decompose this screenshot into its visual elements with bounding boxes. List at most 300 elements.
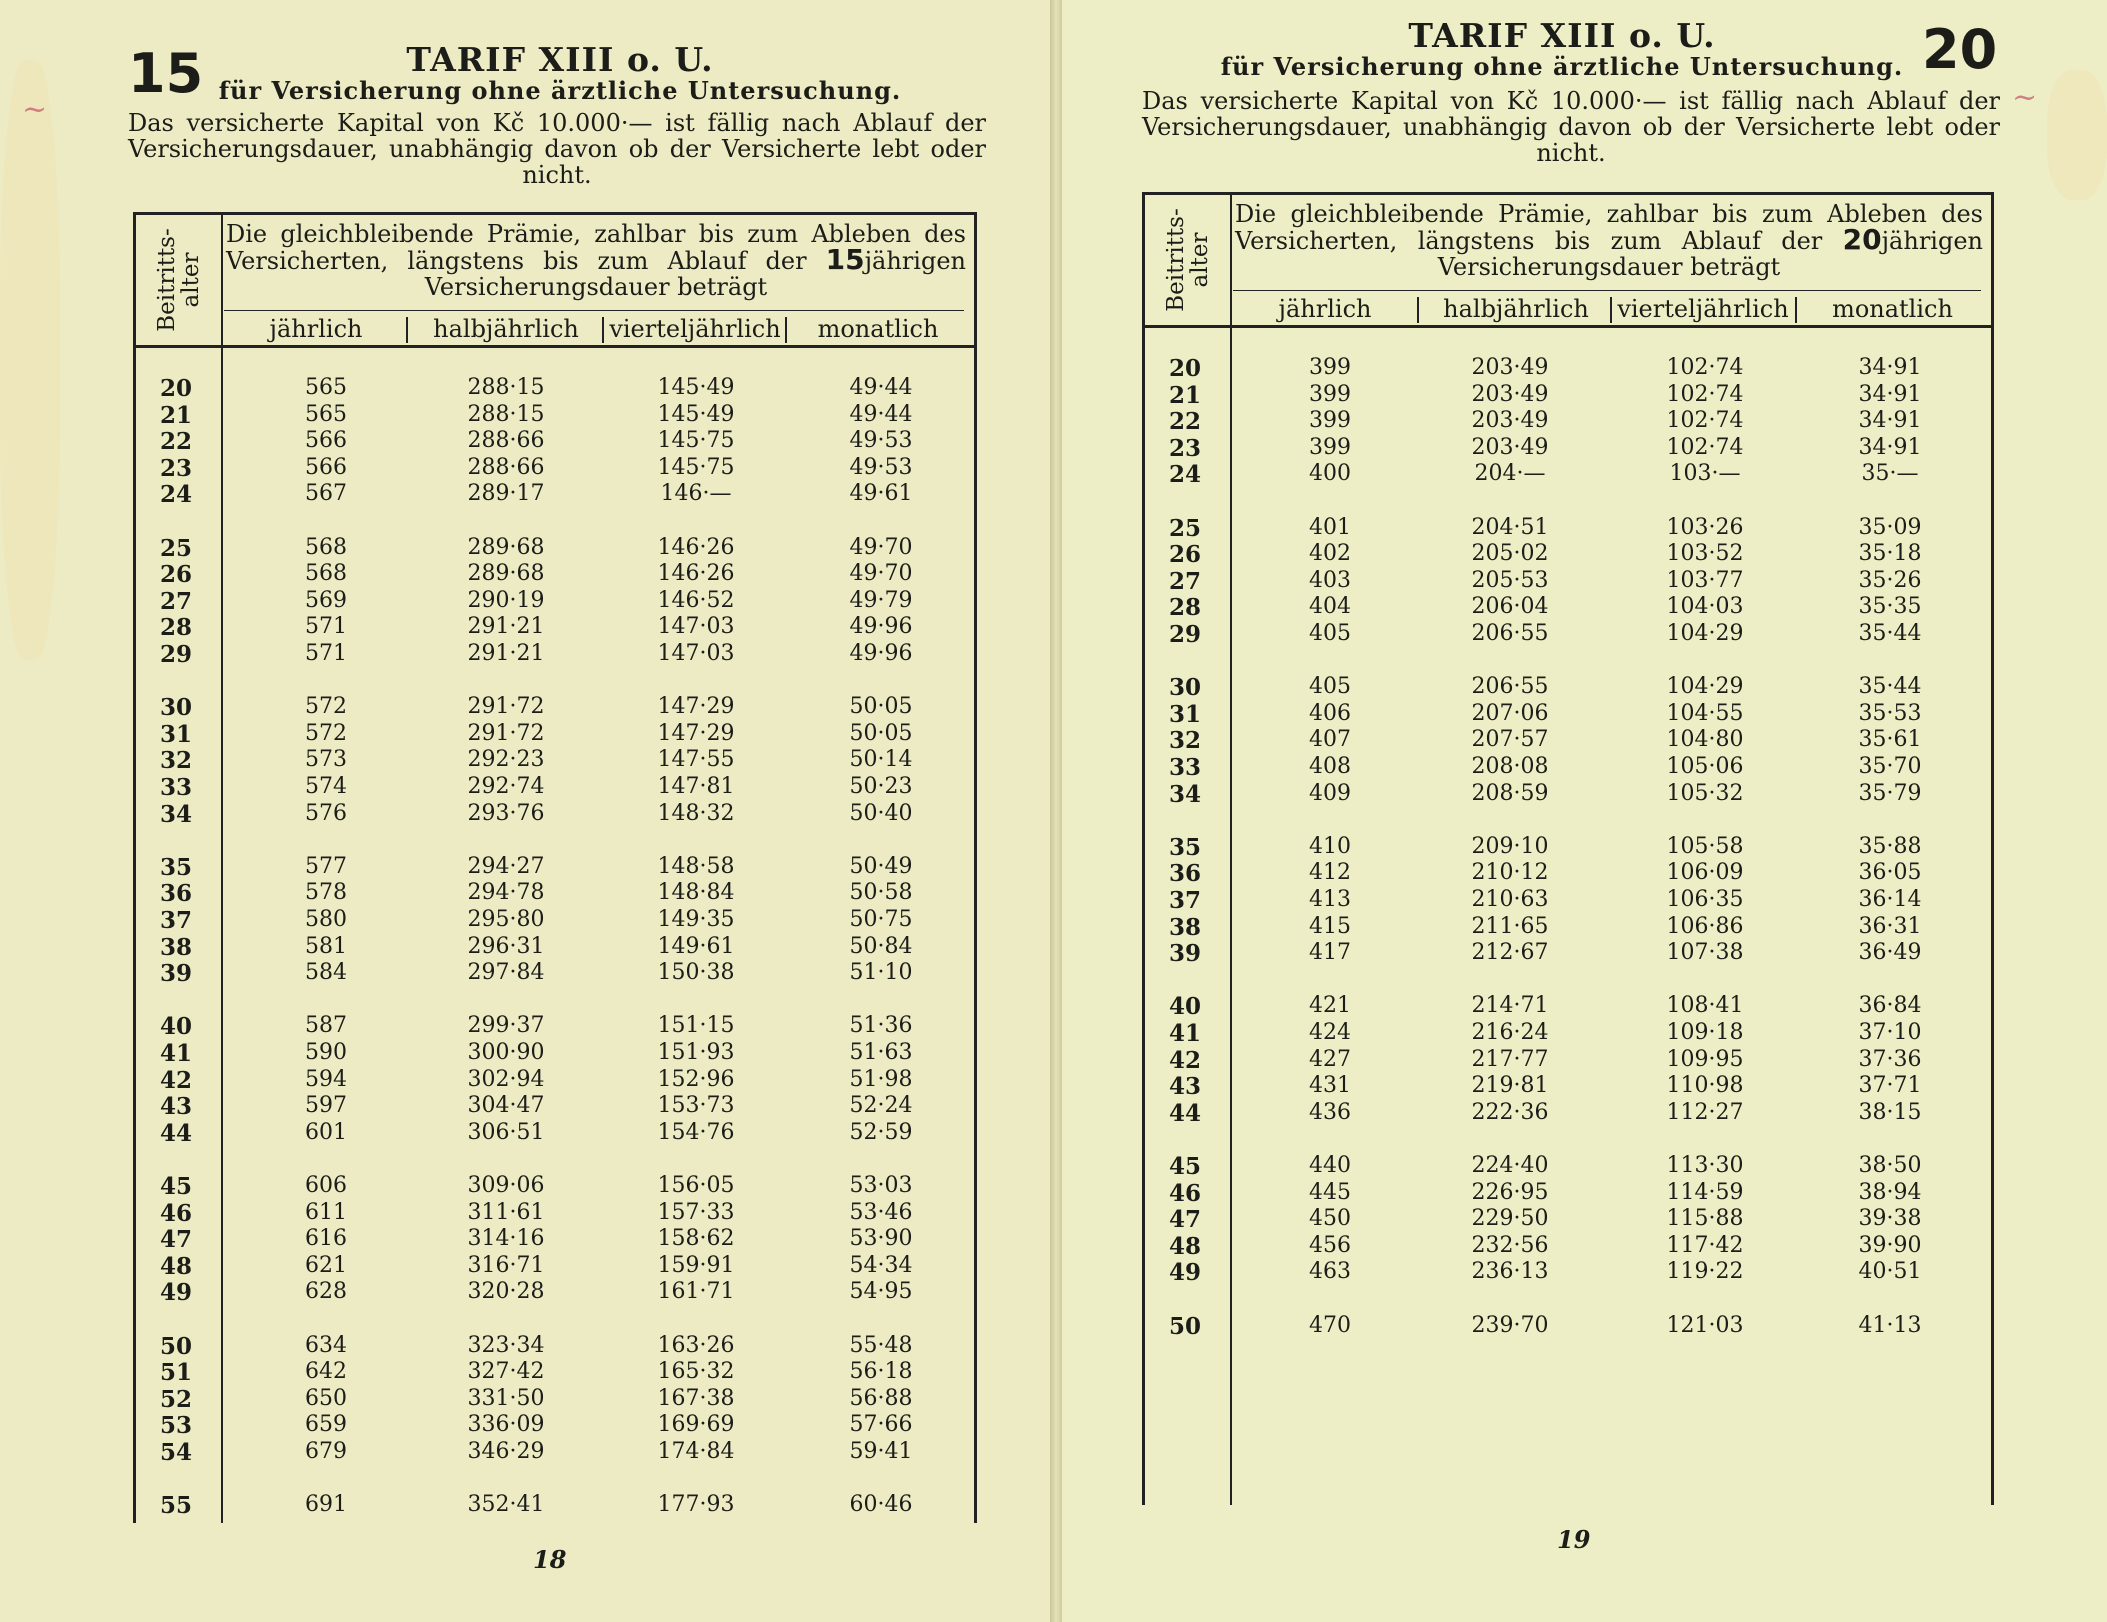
vierteljaehrlich-cell: 105·32 (1666, 780, 1744, 806)
monatlich-cell: 35·35 (1858, 594, 1922, 620)
premium-header-text (226, 221, 966, 300)
age-cell: 25 (159, 534, 192, 562)
monatlich-cell: 50·23 (849, 774, 913, 799)
jaehrlich-cell: 573 (305, 747, 347, 773)
monatlich-cell: 37·71 (1858, 1073, 1922, 1099)
halbjaehrlich-cell: 207·57 (1471, 727, 1549, 753)
halbjaehrlich-cell: 203·49 (1471, 355, 1549, 380)
halbjaehrlich-cell: 288·66 (467, 454, 545, 480)
monatlich-cell: 49·79 (849, 587, 913, 613)
monatlich-cell: 49·96 (849, 641, 913, 666)
vierteljaehrlich-cell: 147·03 (657, 641, 735, 666)
jaehrlich-cell: 642 (305, 1359, 347, 1385)
monatlich-cell: 35·44 (1858, 674, 1922, 700)
monatlich-cell: 36·84 (1858, 993, 1922, 1019)
monatlich-cell: 38·15 (1858, 1099, 1922, 1125)
jaehrlich-cell: 399 (1309, 381, 1351, 407)
header-text-pre: Die gleichbleibende Prämie, zahlbar bis zum Ableben des Versicherten, längstens bis zum Ablauf der (1235, 200, 1983, 255)
age-cell: 20 (159, 375, 192, 402)
age-cell: 24 (1168, 461, 1201, 489)
monatlich-cell: 35·88 (1858, 833, 1922, 859)
halbjaehrlich-cell: 316·71 (467, 1252, 545, 1278)
halbjaehrlich-cell: 236·13 (1471, 1259, 1549, 1285)
page-title: TARIF XIII o. U. (1408, 16, 1716, 55)
halbjaehrlich-cell: 288·15 (467, 401, 545, 427)
age-cell: 40 (159, 1013, 192, 1041)
column-separator (1417, 297, 1419, 323)
age-cell: 30 (159, 694, 192, 722)
vierteljaehrlich-cell: 151·15 (657, 1013, 735, 1039)
jaehrlich-cell: 405 (1309, 674, 1351, 700)
jaehrlich-cell: 427 (1309, 1046, 1351, 1072)
halbjaehrlich-cell: 327·42 (467, 1359, 545, 1385)
halbjaehrlich-cell: 288·66 (467, 428, 545, 454)
jaehrlich-cell: 470 (1309, 1312, 1351, 1338)
jaehrlich-cell: 410 (1309, 833, 1351, 859)
jaehrlich-cell: 621 (305, 1252, 347, 1278)
age-cell: 52 (159, 1385, 192, 1413)
jaehrlich-cell: 568 (305, 561, 347, 587)
age-header-label: Beitritts- alter (1162, 208, 1213, 312)
halbjaehrlich-cell: 299·37 (467, 1013, 545, 1039)
halbjaehrlich-cell: 291·21 (467, 641, 545, 666)
col-header-monatlich: monatlich (817, 315, 939, 343)
halbjaehrlich-cell: 290·19 (467, 587, 545, 613)
age-cell: 41 (159, 1040, 192, 1067)
vierteljaehrlich-cell: 167·38 (657, 1385, 735, 1411)
age-cell: 42 (159, 1066, 192, 1094)
age-cell: 36 (159, 880, 192, 908)
vierteljaehrlich-cell: 169·69 (657, 1412, 735, 1438)
col-header-monatlich: monatlich (1832, 295, 1953, 323)
monatlich-cell: 36·14 (1858, 887, 1922, 912)
monatlich-cell: 56·18 (849, 1359, 913, 1385)
vierteljaehrlich-cell: 112·27 (1666, 1099, 1744, 1125)
jaehrlich-cell: 597 (305, 1093, 347, 1119)
page-subtitle: für Versicherung ohne ärztliche Untersuchung. (218, 76, 902, 105)
halbjaehrlich-cell: 293·76 (467, 800, 545, 826)
header-rule (1145, 325, 1991, 328)
halbjaehrlich-cell: 300·90 (467, 1040, 545, 1065)
monatlich-cell: 57·66 (849, 1412, 913, 1438)
monatlich-cell: 60·46 (849, 1492, 913, 1518)
jaehrlich-cell: 572 (305, 720, 347, 746)
halbjaehrlich-cell: 320·28 (467, 1279, 545, 1305)
halbjaehrlich-cell: 203·49 (1471, 381, 1549, 407)
jaehrlich-cell: 594 (305, 1066, 347, 1092)
jaehrlich-cell: 424 (1309, 1020, 1351, 1045)
header-rule (136, 345, 974, 348)
monatlich-cell: 39·38 (1858, 1206, 1922, 1232)
age-cell: 28 (1168, 594, 1201, 622)
age-cell: 21 (159, 401, 192, 429)
age-cell: 22 (159, 428, 192, 456)
monatlich-cell: 49·70 (849, 561, 913, 587)
monatlich-cell: 35·26 (1858, 567, 1922, 593)
vierteljaehrlich-cell: 147·03 (657, 614, 735, 640)
monatlich-cell: 49·53 (849, 428, 913, 454)
vierteljaehrlich-cell: 152·96 (657, 1066, 735, 1092)
age-cell: 37 (1168, 887, 1201, 914)
jaehrlich-cell: 584 (305, 960, 347, 986)
header-text-pre: Die gleichbleibende Prämie, zahlbar bis zum Ableben des Versicherten, längstens bis zum Ablauf der (226, 220, 966, 275)
jaehrlich-cell: 691 (305, 1492, 347, 1518)
jaehrlich-cell: 679 (305, 1439, 347, 1464)
vierteljaehrlich-cell: 148·32 (657, 800, 735, 826)
halbjaehrlich-cell: 291·72 (467, 694, 545, 720)
jaehrlich-cell: 659 (305, 1412, 347, 1438)
halbjaehrlich-cell: 229·50 (1471, 1206, 1549, 1232)
age-cell: 36 (1168, 860, 1201, 888)
paper-stain (2047, 70, 2107, 200)
halbjaehrlich-cell: 331·50 (467, 1385, 545, 1411)
age-cell: 31 (1168, 700, 1201, 728)
age-cell: 32 (159, 747, 192, 775)
age-cell: 42 (1168, 1046, 1201, 1074)
vierteljaehrlich-cell: 107·38 (1666, 940, 1744, 966)
monatlich-cell: 49·53 (849, 454, 913, 480)
vierteljaehrlich-cell: 117·42 (1666, 1232, 1744, 1258)
age-cell: 31 (159, 720, 192, 748)
jaehrlich-cell: 440 (1309, 1153, 1351, 1178)
vierteljaehrlich-cell: 106·09 (1666, 860, 1744, 886)
page-number: 19 (1557, 1525, 1591, 1554)
vierteljaehrlich-cell: 110·98 (1666, 1073, 1744, 1099)
jaehrlich-cell: 567 (305, 481, 347, 507)
vierteljaehrlich-cell: 102·74 (1666, 355, 1744, 380)
monatlich-cell: 49·96 (849, 614, 913, 640)
halbjaehrlich-cell: 222·36 (1471, 1099, 1549, 1125)
jaehrlich-cell: 404 (1309, 594, 1351, 620)
jaehrlich-cell: 456 (1309, 1232, 1351, 1258)
vierteljaehrlich-cell: 157·33 (657, 1199, 735, 1225)
vierteljaehrlich-cell: 104·55 (1666, 700, 1744, 726)
monatlich-cell: 36·49 (1858, 940, 1922, 966)
halbjaehrlich-cell: 296·31 (467, 933, 545, 959)
halbjaehrlich-cell: 291·72 (467, 720, 545, 746)
jaehrlich-cell: 431 (1309, 1073, 1351, 1099)
age-column-header (136, 215, 223, 345)
halbjaehrlich-cell: 206·55 (1471, 621, 1549, 646)
halbjaehrlich-cell: 205·53 (1471, 567, 1549, 593)
header-years: 15 (825, 243, 865, 276)
jaehrlich-cell: 566 (305, 428, 347, 454)
age-cell: 20 (1168, 355, 1201, 382)
jaehrlich-cell: 565 (305, 401, 347, 427)
monatlich-cell: 50·05 (849, 720, 913, 746)
age-cell: 27 (159, 587, 192, 615)
col-header-halbjaehrlich: halbjährlich (1443, 295, 1589, 323)
jaehrlich-cell: 400 (1309, 461, 1351, 487)
vierteljaehrlich-cell: 104·80 (1666, 727, 1744, 753)
vierteljaehrlich-cell: 153·73 (657, 1093, 735, 1119)
monatlich-cell: 50·40 (849, 800, 913, 826)
halbjaehrlich-cell: 216·24 (1471, 1020, 1549, 1045)
halbjaehrlich-cell: 203·49 (1471, 434, 1549, 460)
monatlich-cell: 35·53 (1858, 700, 1922, 726)
header-text-post: jährigen Versicherungsdauer beträgt (1437, 227, 1983, 281)
age-cell: 55 (159, 1492, 192, 1520)
jaehrlich-cell: 565 (305, 375, 347, 400)
vierteljaehrlich-cell: 150·38 (657, 960, 735, 986)
monatlich-cell: 50·14 (849, 747, 913, 773)
subheader-rule (224, 310, 964, 311)
age-column-header (1145, 195, 1232, 325)
age-cell: 39 (159, 960, 192, 988)
vierteljaehrlich-cell: 145·75 (657, 454, 735, 480)
age-cell: 38 (1168, 913, 1201, 941)
vierteljaehrlich-cell: 149·35 (657, 907, 735, 932)
age-cell: 50 (1168, 1312, 1201, 1340)
age-cell: 47 (1168, 1206, 1201, 1234)
age-cell: 30 (1168, 674, 1201, 702)
handwritten-mark: ~ (2012, 80, 2038, 115)
age-cell: 25 (1168, 514, 1201, 542)
age-cell: 24 (159, 481, 192, 509)
jaehrlich-cell: 399 (1309, 434, 1351, 460)
age-cell: 44 (159, 1119, 192, 1147)
halbjaehrlich-cell: 239·70 (1471, 1312, 1549, 1338)
jaehrlich-cell: 568 (305, 534, 347, 560)
age-cell: 29 (1168, 621, 1201, 648)
vierteljaehrlich-cell: 147·29 (657, 720, 735, 746)
column-separator (602, 317, 604, 343)
jaehrlich-cell: 409 (1309, 780, 1351, 806)
monatlich-cell: 51·36 (849, 1013, 913, 1039)
vierteljaehrlich-cell: 113·30 (1666, 1153, 1744, 1178)
jaehrlich-cell: 628 (305, 1279, 347, 1305)
jaehrlich-cell: 606 (305, 1173, 347, 1198)
age-cell: 26 (1168, 541, 1201, 569)
age-cell: 32 (1168, 727, 1201, 755)
left-page (0, 0, 1050, 1622)
vierteljaehrlich-cell: 109·95 (1666, 1046, 1744, 1072)
vierteljaehrlich-cell: 105·06 (1666, 754, 1744, 779)
age-cell: 43 (1168, 1073, 1201, 1101)
monatlich-cell: 51·10 (849, 960, 913, 986)
halbjaehrlich-cell: 224·40 (1471, 1153, 1549, 1178)
halbjaehrlich-cell: 219·81 (1471, 1073, 1549, 1099)
monatlich-cell: 50·58 (849, 880, 913, 906)
vierteljaehrlich-cell: 109·18 (1666, 1020, 1744, 1045)
vierteljaehrlich-cell: 161·71 (657, 1279, 735, 1305)
monatlich-cell: 59·41 (849, 1439, 913, 1464)
monatlich-cell: 41·13 (1858, 1312, 1922, 1338)
monatlich-cell: 50·75 (849, 907, 913, 932)
age-cell: 29 (159, 641, 192, 668)
jaehrlich-cell: 590 (305, 1040, 347, 1065)
monatlich-cell: 36·31 (1858, 913, 1922, 939)
age-cell: 34 (159, 800, 192, 828)
vierteljaehrlich-cell: 102·74 (1666, 408, 1744, 434)
monatlich-cell: 56·88 (849, 1385, 913, 1411)
age-cell: 23 (1168, 434, 1201, 462)
age-cell: 45 (1168, 1153, 1201, 1180)
halbjaehrlich-cell: 306·51 (467, 1119, 545, 1145)
halbjaehrlich-cell: 336·09 (467, 1412, 545, 1438)
vierteljaehrlich-cell: 103·77 (1666, 567, 1744, 593)
halbjaehrlich-cell: 204·51 (1471, 514, 1549, 540)
jaehrlich-cell: 581 (305, 933, 347, 959)
age-cell: 34 (1168, 780, 1201, 808)
vierteljaehrlich-cell: 106·86 (1666, 913, 1744, 939)
jaehrlich-cell: 450 (1309, 1206, 1351, 1232)
halbjaehrlich-cell: 309·06 (467, 1173, 545, 1198)
age-cell: 53 (159, 1412, 192, 1440)
monatlich-cell: 50·05 (849, 694, 913, 720)
halbjaehrlich-cell: 204·— (1474, 461, 1546, 487)
age-cell: 49 (159, 1279, 192, 1307)
jaehrlich-cell: 463 (1309, 1259, 1351, 1285)
jaehrlich-cell: 634 (305, 1332, 347, 1358)
halbjaehrlich-cell: 302·94 (467, 1066, 545, 1092)
halbjaehrlich-cell: 294·78 (467, 880, 545, 906)
halbjaehrlich-cell: 295·80 (467, 907, 545, 932)
monatlich-cell: 37·36 (1858, 1046, 1922, 1072)
age-cell: 28 (159, 614, 192, 642)
vierteljaehrlich-cell: 115·88 (1666, 1206, 1744, 1232)
jaehrlich-cell: 566 (305, 454, 347, 480)
premium-header-text (1235, 201, 1983, 280)
age-cell: 40 (1168, 993, 1201, 1021)
age-cell: 51 (159, 1359, 192, 1387)
monatlich-cell: 54·34 (849, 1252, 913, 1278)
header-text-post: jährigen Versicherungsdauer beträgt (424, 247, 966, 301)
vierteljaehrlich-cell: 103·26 (1666, 514, 1744, 540)
age-cell: 27 (1168, 567, 1201, 595)
jaehrlich-cell: 574 (305, 774, 347, 799)
halbjaehrlich-cell: 203·49 (1471, 408, 1549, 434)
jaehrlich-cell: 399 (1309, 355, 1351, 380)
page-title: TARIF XIII o. U. (406, 40, 714, 79)
halbjaehrlich-cell: 209·10 (1471, 833, 1549, 859)
halbjaehrlich-cell: 210·63 (1471, 887, 1549, 912)
vierteljaehrlich-cell: 102·74 (1666, 434, 1744, 460)
age-cell: 49 (1168, 1259, 1201, 1287)
halbjaehrlich-cell: 289·68 (467, 561, 545, 587)
age-cell: 43 (159, 1093, 192, 1121)
jaehrlich-cell: 421 (1309, 993, 1351, 1019)
age-cell: 50 (159, 1332, 192, 1360)
age-cell: 33 (159, 774, 192, 801)
col-header-halbjaehrlich: halbjährlich (433, 315, 579, 343)
halbjaehrlich-cell: 208·59 (1471, 780, 1549, 806)
jaehrlich-cell: 412 (1309, 860, 1351, 886)
monatlich-cell: 53·46 (849, 1199, 913, 1225)
col-header-jaehrlich: jährlich (269, 315, 363, 343)
age-cell: 39 (1168, 940, 1201, 968)
halbjaehrlich-cell: 207·06 (1471, 700, 1549, 726)
halbjaehrlich-cell: 206·04 (1471, 594, 1549, 620)
halbjaehrlich-cell: 217·77 (1471, 1046, 1549, 1072)
halbjaehrlich-cell: 212·67 (1471, 940, 1549, 966)
jaehrlich-cell: 408 (1309, 754, 1351, 779)
age-cell: 26 (159, 561, 192, 589)
vierteljaehrlich-cell: 114·59 (1666, 1179, 1744, 1205)
halbjaehrlich-cell: 289·17 (467, 481, 545, 507)
jaehrlich-cell: 415 (1309, 913, 1351, 939)
jaehrlich-cell: 572 (305, 694, 347, 720)
monatlich-cell: 35·09 (1858, 514, 1922, 540)
age-cell: 21 (1168, 381, 1201, 409)
jaehrlich-cell: 650 (305, 1385, 347, 1411)
age-cell: 38 (159, 933, 192, 961)
monatlich-cell: 53·03 (849, 1173, 913, 1198)
monatlich-cell: 52·59 (849, 1119, 913, 1145)
jaehrlich-cell: 417 (1309, 940, 1351, 966)
monatlich-cell: 54·95 (849, 1279, 913, 1305)
halbjaehrlich-cell: 226·95 (1471, 1179, 1549, 1205)
age-cell: 33 (1168, 754, 1201, 781)
intro-text: Das versicherte Kapital von Kč 10.000·— ist fällig nach Ablauf der Versicherungsdauer, unabhängig davon ob der Versicherte lebt oder nicht. (128, 109, 986, 189)
vierteljaehrlich-cell: 146·52 (657, 587, 735, 613)
vierteljaehrlich-cell: 104·29 (1666, 621, 1744, 646)
halbjaehrlich-cell: 292·23 (467, 747, 545, 773)
age-cell: 37 (159, 907, 192, 934)
jaehrlich-cell: 406 (1309, 700, 1351, 726)
halbjaehrlich-cell: 214·71 (1471, 993, 1549, 1019)
monatlich-cell: 49·61 (849, 481, 913, 507)
vierteljaehrlich-cell: 106·35 (1666, 887, 1744, 912)
monatlich-cell: 51·98 (849, 1066, 913, 1092)
monatlich-cell: 50·49 (849, 853, 913, 879)
monatlich-cell: 38·50 (1858, 1153, 1922, 1178)
book-gutter (1050, 0, 1062, 1622)
right-page (1062, 0, 2107, 1622)
halbjaehrlich-cell: 288·15 (467, 375, 545, 400)
jaehrlich-cell: 601 (305, 1119, 347, 1145)
vierteljaehrlich-cell: 102·74 (1666, 381, 1744, 407)
tarif-number: 15 (128, 42, 204, 105)
vierteljaehrlich-cell: 148·84 (657, 880, 735, 906)
vierteljaehrlich-cell: 177·93 (657, 1492, 735, 1518)
vierteljaehrlich-cell: 147·55 (657, 747, 735, 773)
intro-text: Das versicherte Kapital von Kč 10.000·— ist fällig nach Ablauf der Versicherungsdauer, unabhängig davon ob der Versicherte lebt oder nicht. (1142, 87, 2000, 167)
jaehrlich-cell: 571 (305, 641, 347, 666)
column-separator (785, 317, 787, 343)
halbjaehrlich-cell: 289·68 (467, 534, 545, 560)
vierteljaehrlich-cell: 103·— (1669, 461, 1741, 487)
jaehrlich-cell: 611 (305, 1199, 347, 1225)
age-cell: 23 (159, 454, 192, 482)
jaehrlich-cell: 403 (1309, 567, 1351, 593)
monatlich-cell: 35·44 (1858, 621, 1922, 646)
subheader-rule (1233, 290, 1981, 291)
monatlich-cell: 35·— (1861, 461, 1919, 487)
halbjaehrlich-cell: 294·27 (467, 853, 545, 879)
age-cell: 45 (159, 1173, 192, 1200)
vierteljaehrlich-cell: 145·49 (657, 375, 735, 400)
vierteljaehrlich-cell: 146·— (660, 481, 732, 507)
vierteljaehrlich-cell: 149·61 (657, 933, 735, 959)
paper-stain (0, 60, 60, 660)
column-separator (1610, 297, 1612, 323)
monatlich-cell: 35·70 (1858, 754, 1922, 779)
halbjaehrlich-cell: 352·41 (467, 1492, 545, 1518)
premium-table (133, 212, 977, 1523)
vierteljaehrlich-cell: 105·58 (1666, 833, 1744, 859)
age-cell: 41 (1168, 1020, 1201, 1047)
vierteljaehrlich-cell: 159·91 (657, 1252, 735, 1278)
vierteljaehrlich-cell: 146·26 (657, 534, 735, 560)
monatlich-cell: 51·63 (849, 1040, 913, 1065)
page-number: 18 (533, 1545, 567, 1574)
col-header-jaehrlich: jährlich (1278, 295, 1372, 323)
vierteljaehrlich-cell: 151·93 (657, 1040, 735, 1065)
vierteljaehrlich-cell: 147·81 (657, 774, 735, 799)
jaehrlich-cell: 413 (1309, 887, 1351, 912)
premium-table (1142, 192, 1994, 1505)
